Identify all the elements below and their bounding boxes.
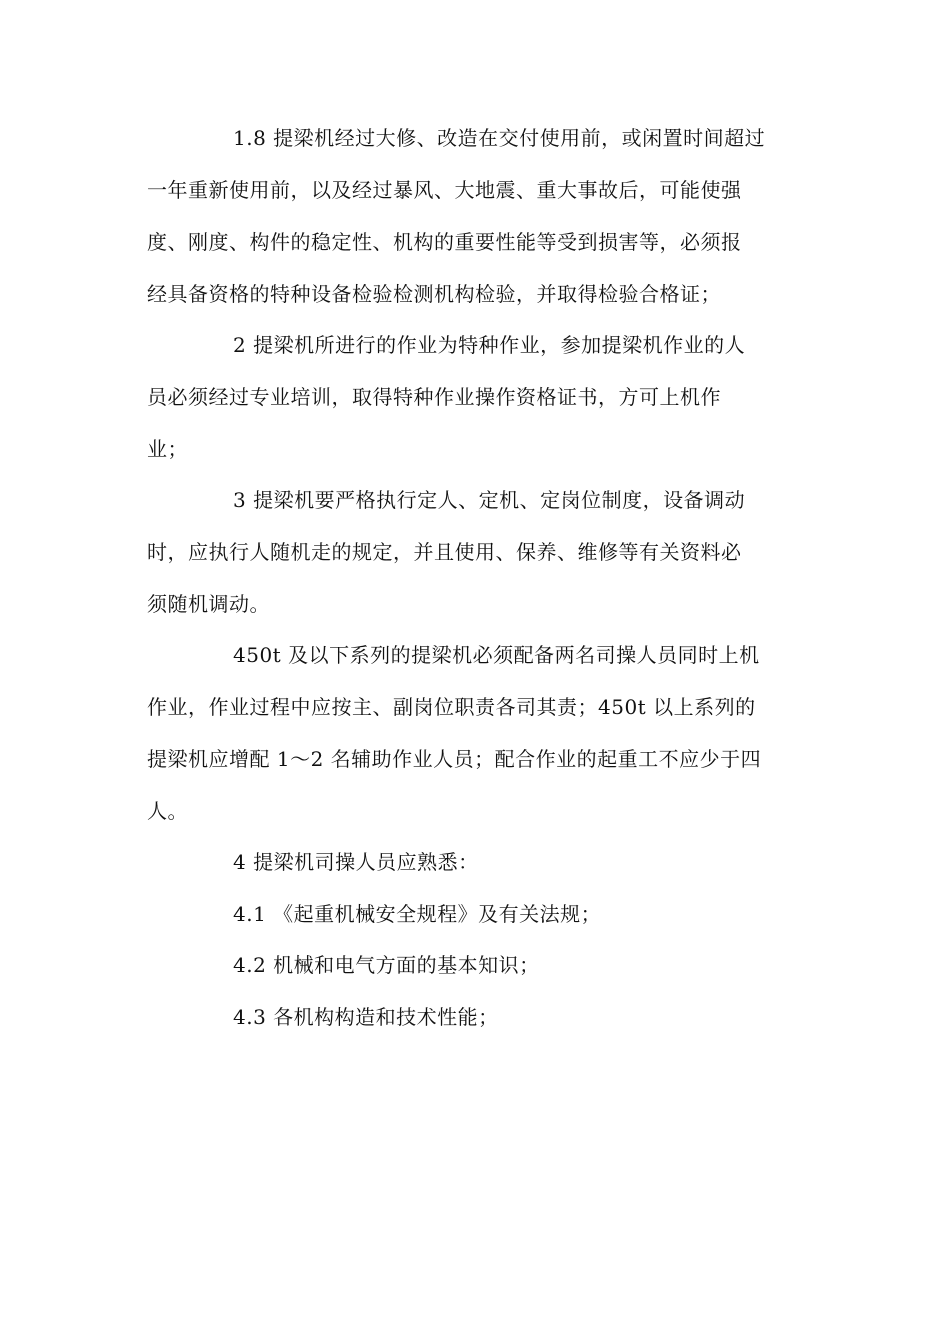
paragraph-3-line-3: 须随机调动。: [147, 592, 270, 616]
paragraph-6-line-1: 4.1 《起重机械安全规程》及有关法规；: [233, 902, 602, 926]
paragraph-3-line-1: 3 提梁机要严格执行定人、定机、定岗位制度，设备调动: [233, 488, 746, 512]
paragraph-1-line-1: 1.8 提梁机经过大修、改造在交付使用前，或闲置时间超过: [233, 126, 766, 150]
paragraph-4-line-4: 人。: [147, 799, 188, 823]
paragraph-3-line-2: 时，应执行人随机走的规定，并且使用、保养、维修等有关资料必: [147, 540, 742, 564]
paragraph-2-line-2: 员必须经过专业培训，取得特种作业操作资格证书，方可上机作: [147, 385, 721, 409]
paragraph-1-line-4: 经具备资格的特种设备检验检测机构检验，并取得检验合格证；: [147, 282, 721, 306]
paragraph-2-line-1: 2 提梁机所进行的作业为特种作业，参加提梁机作业的人: [233, 333, 746, 357]
paragraph-7-line-1: 4.2 机械和电气方面的基本知识；: [233, 953, 540, 977]
paragraph-1-line-2: 一年重新使用前，以及经过暴风、大地震、重大事故后，可能使强: [147, 178, 742, 202]
paragraph-1-line-3: 度、刚度、构件的稳定性、机构的重要性能等受到损害等，必须报: [147, 230, 742, 254]
paragraph-4-line-2: 作业，作业过程中应按主、副岗位职责各司其责；450t 以上系列的: [147, 695, 756, 719]
paragraph-8-line-1: 4.3 各机构构造和技术性能；: [233, 1005, 499, 1029]
paragraph-4-line-3: 提梁机应增配 1～2 名辅助作业人员；配合作业的起重工不应少于四: [147, 747, 762, 771]
paragraph-5-line-1: 4 提梁机司操人员应熟悉：: [233, 850, 479, 874]
paragraph-4-line-1: 450t 及以下系列的提梁机必须配备两名司操人员同时上机: [233, 643, 760, 667]
paragraph-2-line-3: 业；: [147, 437, 188, 461]
